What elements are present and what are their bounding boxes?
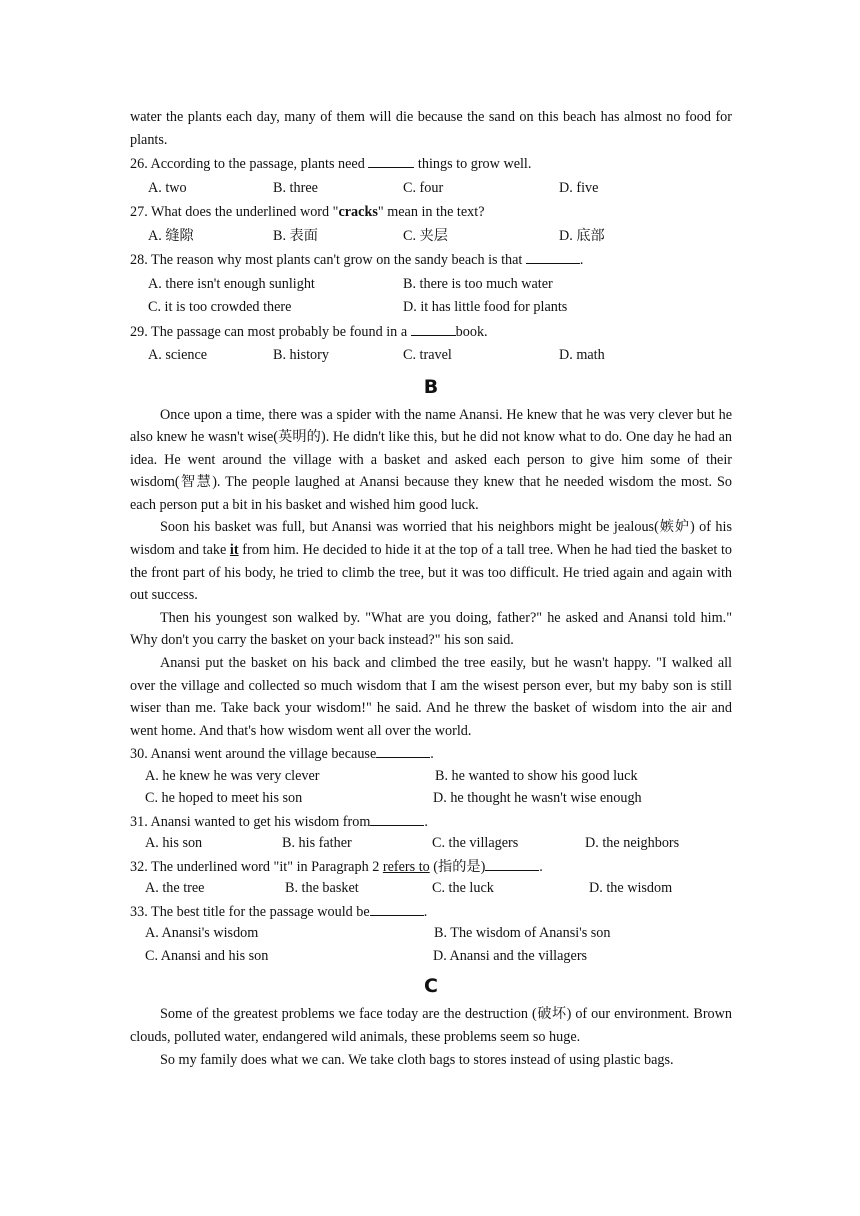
option-c[interactable]: C. it is too crowded there <box>148 299 292 315</box>
passage-paragraph: Once upon a time, there was a spider with the name Anansi. He knew that he was very clever but he also knew he wasn't wise(英明的). He didn't like this, but he did not know what to do. One day he had an idea. He went around the village with a basket and asked each person to give him some of their wisdom(智慧). The people laughed at Anansi because they knew that he needed wisdom the most. So each person put a bit in his basket and wished him good luck. <box>130 406 732 513</box>
option-b[interactable]: B. The wisdom of Anansi's son <box>434 925 611 942</box>
option-d[interactable]: D. he thought he wasn't wise enough <box>433 790 642 807</box>
option-d[interactable]: D. five <box>559 179 599 196</box>
answer-blank <box>370 810 424 826</box>
document-page <box>130 106 732 1071</box>
passage-paragraph: Then his youngest son walked by. "What are you doing, father?" he asked and Anansi told him." Why don't you carry the basket on your back instead?" his son said. <box>130 609 732 649</box>
question-stem: 28. The reason why most plants can't grow on the sandy beach is that . <box>130 248 732 273</box>
answer-blank <box>368 152 414 168</box>
intro-paragraph: water the plants each day, many of them will die because the sand on this beach has almost no food for plants. <box>130 109 732 148</box>
options-row <box>130 787 732 810</box>
passage-b <box>130 404 732 743</box>
section-heading-c: C <box>424 975 438 998</box>
option-c[interactable]: C. the villagers <box>432 835 519 852</box>
option-a[interactable]: A. 缝隙 <box>148 227 194 244</box>
passage-paragraph: Soon his basket was full, but Anansi was worried that his neighbors might be jealous(嫉妒) of his wisdom and take it from him. He decided to hide it at the top of a tall tree. When he had tied the basket to the front part of his body, he tried to climb the tree, but it was too difficult. He tried again and again with out success. <box>130 519 733 604</box>
option-b[interactable]: B. there is too much water <box>403 275 553 292</box>
option-d[interactable]: D. it has little food for plants <box>403 299 568 315</box>
passage-paragraph: Anansi put the basket on his back and climbed the tree easily, but he wasn't happy. "I walked all over the village and collected so much wisdom that I am the wisest person ever, but my baby son is still wiser than me. Take back your wisdom!" he said. And he threw the basket of wisdom into the air and went home. And that's how wisdom went all over the world. <box>130 655 732 739</box>
option-d[interactable]: D. math <box>559 347 605 363</box>
option-d[interactable]: D. the neighbors <box>585 835 680 852</box>
question-stem: 30. Anansi went around the village because . <box>130 742 732 765</box>
answer-blank <box>376 742 430 758</box>
question-33 <box>130 900 732 968</box>
question-stem: 26. According to the passage, plants need things to grow well. <box>130 152 732 177</box>
passage-paragraph: Some of the greatest problems we face today are the destruction (破坏) of our environment. Brown clouds, polluted water, endangered wild animals, these problems seem so huge. <box>130 1006 732 1045</box>
passage-c <box>130 1003 732 1071</box>
options-row <box>130 765 732 788</box>
option-a[interactable]: A. Anansi's wisdom <box>145 925 259 942</box>
question-stem: 31. Anansi wanted to get his wisdom from . <box>130 810 732 833</box>
option-c[interactable]: C. travel <box>403 347 452 363</box>
question-stem: 29. The passage can most probably be found in a book. <box>130 320 732 345</box>
section-heading-b: B <box>423 375 439 398</box>
underlined-phrase: refers to <box>382 858 430 875</box>
option-d[interactable]: D. Anansi and the villagers <box>433 947 588 964</box>
question-27 <box>130 200 732 248</box>
question-30 <box>130 742 732 810</box>
option-a[interactable]: A. he knew he was very clever <box>145 767 320 784</box>
option-c[interactable]: C. 夹层 <box>403 227 448 244</box>
option-b[interactable]: B. he wanted to show his good luck <box>435 767 638 784</box>
question-stem: 33. The best title for the passage would be . <box>130 900 732 923</box>
options-row <box>130 177 732 201</box>
option-a[interactable]: A. his son <box>145 835 203 852</box>
option-b[interactable]: B. history <box>273 347 329 363</box>
answer-blank <box>411 320 456 336</box>
option-b[interactable]: B. his father <box>282 835 352 852</box>
option-c[interactable]: C. Anansi and his son <box>145 947 269 964</box>
question-stem: 32. The underlined word "it" in Paragraph 2 refers to (指的是) . <box>130 855 732 878</box>
options-row <box>130 877 732 900</box>
option-c[interactable]: C. he hoped to meet his son <box>145 790 303 807</box>
options-row <box>130 273 732 297</box>
question-28 <box>130 248 732 320</box>
option-c[interactable]: C. the luck <box>432 880 494 897</box>
option-a[interactable]: A. there isn't enough sunlight <box>148 275 315 292</box>
option-a[interactable]: A. two <box>148 179 187 196</box>
question-31 <box>130 810 732 855</box>
option-b[interactable]: B. the basket <box>285 880 359 897</box>
option-d[interactable]: D. the wisdom <box>589 880 673 897</box>
options-row <box>130 832 732 855</box>
part-a-questions <box>130 152 732 368</box>
answer-blank <box>526 248 580 264</box>
options-row <box>130 225 732 249</box>
option-a[interactable]: A. the tree <box>145 880 205 897</box>
answer-blank <box>370 900 424 916</box>
options-row <box>130 945 732 968</box>
question-stem: 27. What does the underlined word "cracks" mean in the text? <box>130 204 485 220</box>
option-b[interactable]: B. three <box>273 179 318 196</box>
answer-blank <box>485 855 539 871</box>
question-29 <box>130 320 732 368</box>
passage-paragraph: So my family does what we can. We take cloth bags to stores instead of using plastic bags. <box>160 1051 674 1068</box>
underlined-it: it <box>229 542 239 559</box>
option-a[interactable]: A. science <box>148 347 208 363</box>
question-26 <box>130 152 732 200</box>
option-d[interactable]: D. 底部 <box>559 227 605 244</box>
bold-word: cracks <box>338 204 378 220</box>
options-row <box>130 296 732 320</box>
part-b-questions <box>130 742 732 967</box>
options-row <box>130 344 732 368</box>
option-b[interactable]: B. 表面 <box>273 227 318 244</box>
question-32 <box>130 855 732 900</box>
option-c[interactable]: C. four <box>403 179 444 196</box>
options-row <box>130 922 732 945</box>
